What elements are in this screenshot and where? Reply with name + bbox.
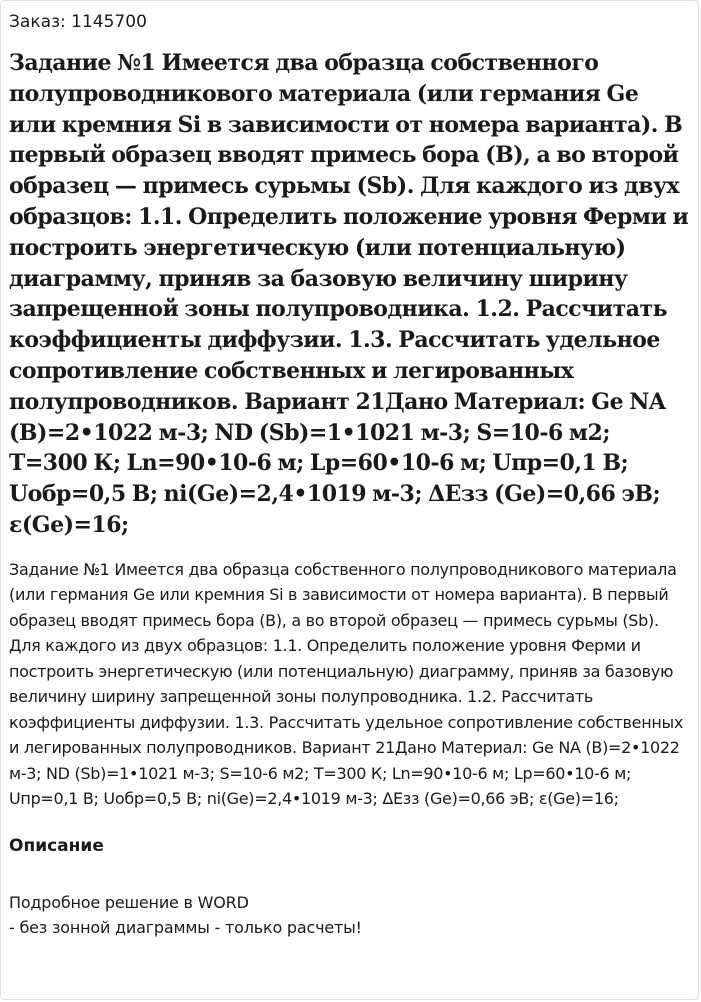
description-line-2: - без зонной диаграммы - только расчеты! xyxy=(9,918,362,938)
order-number: Заказ: 1145700 xyxy=(9,12,147,32)
task-body-text: Задание №1 Имеется два образца собственного полупроводникового материала (или германия Ge или кремния Si в зависимости от номера варианта). В первый образец вводят примесь бора (B), а во второй образец — примесь сурьмы (Sb). Для каждого из двух образцов: 1.1. Определить положение уровня Ферми и построить энергетическую (или потенциальную) диаграмму, приняв за базовую величину ширину запрещенной зоны полупроводника. 1.2. Рассчитать коэффициенты диффузии. 1.3. Рассчитать удельное сопротивление собственных и легированных полупроводников. Вариант 21Дано Материал: Ge NA (B)=2•1022 м-3; ND (Sb)=1•1021 м-3; S=10-6 м2; T=300 К; Ln=90•10-6 м; Lp=60•10-6 м; Uпр=0,1 В; Uобр=0,5 В; ni(Ge)=2,4•1019 м-3; ΔEзз (Ge)=0,66 эВ; ε(Ge)=16; xyxy=(9,559,684,809)
description-heading: Описание xyxy=(9,835,104,856)
task-title: Задание №1 Имеется два образца собственного полупроводникового материала (или германия Ge или кремния Si в зависимости от номера варианта). В первый образец вводят примесь бора (B), а во второй образец — примесь сурьмы (Sb). Для каждого из двух образцов: 1.1. Определить положение уровня Ферми и построить энергетическую (или потенциальную) диаграмму, приняв за базовую величину ширину запрещенной зоны полупроводника. 1.2. Рассчитать коэффициенты диффузии. 1.3. Рассчитать удельное сопротивление собственных и легированных полупроводников. Вариант 21Дано Материал: Ge NA (B)=2•1022 м-3; ND (Sb)=1•1021 м-3; S=10-6 м2; T=300 К; Ln=90•10-6 м; Lp=60•10-6 м; Uпр=0,1 В; Uобр=0,5 В; ni(Ge)=2,4•1019 м-3; ΔEзз (Ge)=0,66 эВ; ε(Ge)=16; xyxy=(9,50,689,538)
spacer xyxy=(9,858,690,890)
description-line-1: Подробное решение в WORD xyxy=(9,892,249,912)
